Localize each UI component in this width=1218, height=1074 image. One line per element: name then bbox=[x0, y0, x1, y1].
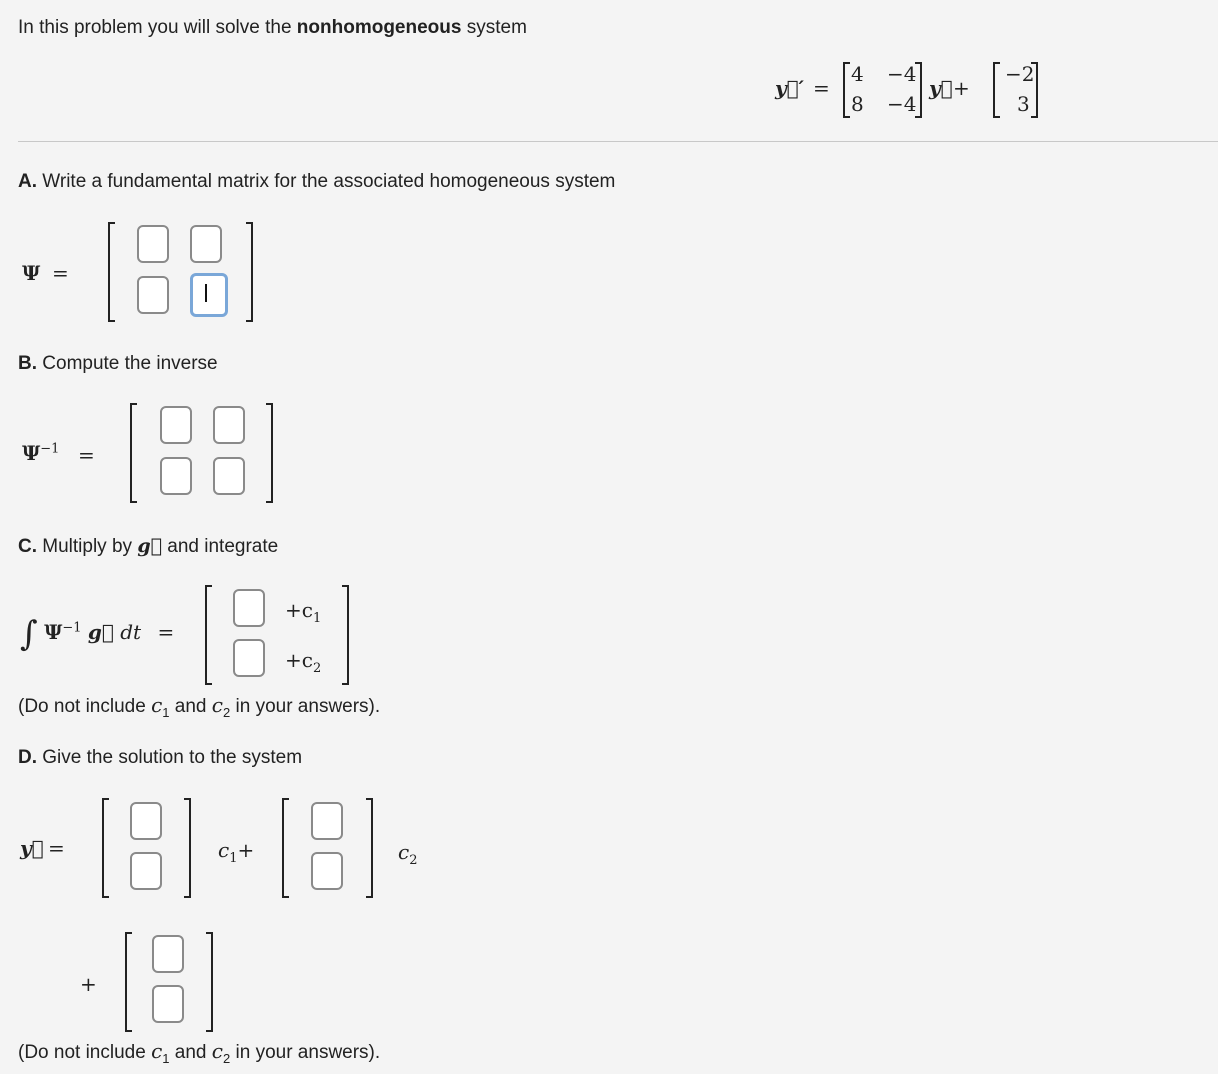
particular-input-1[interactable] bbox=[152, 935, 184, 973]
psi-input-21[interactable] bbox=[137, 276, 169, 314]
note-c: (Do not include $c_1$ and $c_2$ in your answers). bbox=[18, 693, 381, 720]
part-b-heading: B. Compute the inverse bbox=[18, 353, 218, 374]
bracket-left bbox=[102, 798, 109, 898]
psi-input-11[interactable] bbox=[137, 225, 169, 263]
note-d: (Do not include $c_1$ and $c_2$ in your answers). bbox=[18, 1039, 381, 1066]
bracket-right bbox=[366, 798, 373, 898]
bracket-left bbox=[125, 932, 132, 1032]
part-a-heading: A. Write a fundamental matrix for the associated homogeneous system bbox=[18, 171, 616, 192]
bracket-right bbox=[342, 585, 349, 685]
solution-vec1-input-2[interactable] bbox=[130, 852, 162, 890]
psi-input-22-focused[interactable] bbox=[190, 273, 228, 317]
inverse-input-11[interactable] bbox=[160, 406, 192, 444]
plus-c1: $+c_1$ bbox=[285, 598, 322, 626]
bracket-right bbox=[184, 798, 191, 898]
inverse-input-22[interactable] bbox=[213, 457, 245, 495]
solution-vec2-input-1[interactable] bbox=[311, 802, 343, 840]
psi-input-12[interactable] bbox=[190, 225, 222, 263]
integral-input-2[interactable] bbox=[233, 639, 265, 677]
inverse-input-21[interactable] bbox=[160, 457, 192, 495]
psi-inverse-label: $\Psi^{-1}$ bbox=[22, 441, 60, 465]
y-label: y⃗ bbox=[20, 836, 44, 860]
inverse-input-12[interactable] bbox=[213, 406, 245, 444]
bracket-left bbox=[108, 222, 115, 322]
part-d-heading: D. Give the solution to the system bbox=[18, 747, 303, 768]
particular-input-2[interactable] bbox=[152, 985, 184, 1023]
solution-vec2-input-2[interactable] bbox=[311, 852, 343, 890]
plus-sign: + bbox=[80, 972, 97, 996]
integral-input-1[interactable] bbox=[233, 589, 265, 627]
bracket-left bbox=[130, 403, 137, 503]
bracket-left bbox=[205, 585, 212, 685]
bracket-right bbox=[246, 222, 253, 322]
plus-c2: $+c_2$ bbox=[285, 648, 322, 676]
equals: = bbox=[52, 261, 69, 285]
equals: = bbox=[48, 836, 65, 860]
psi-label: Ψ bbox=[22, 261, 41, 285]
integral-expression: ∫ $\Psi^{-1}$ g⃗ dt = bbox=[20, 614, 175, 654]
bracket-left bbox=[282, 798, 289, 898]
c2-label: $c_2$ bbox=[398, 840, 418, 868]
c1-plus: $c_1+$ bbox=[218, 838, 255, 866]
part-c-heading: C. Multiply by g⃗ and integrate bbox=[18, 535, 279, 557]
bracket-right bbox=[206, 932, 213, 1032]
bracket-right bbox=[266, 403, 273, 503]
intro-text: In this problem you will solve the nonhomogeneous system bbox=[18, 17, 527, 38]
solution-vec1-input-1[interactable] bbox=[130, 802, 162, 840]
equals: = bbox=[78, 443, 95, 467]
divider bbox=[18, 141, 1218, 142]
